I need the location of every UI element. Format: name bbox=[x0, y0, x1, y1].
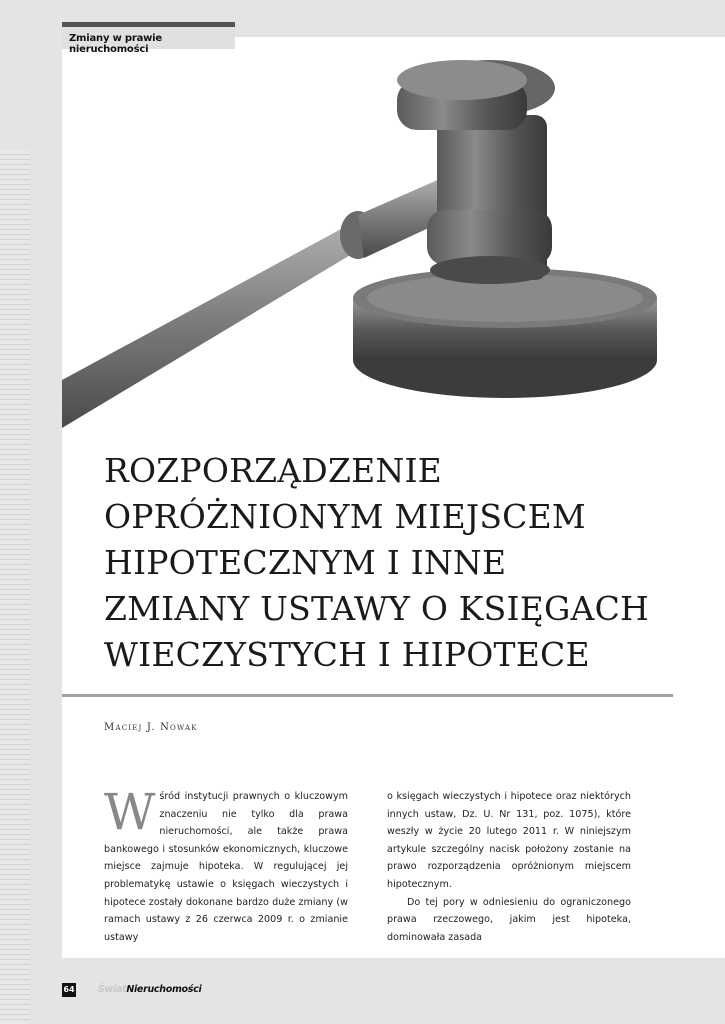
title-divider bbox=[62, 694, 673, 697]
author-byline: Maciej J. Nowak bbox=[104, 722, 198, 733]
title-line: WIECZYSTYCH I HIPOTECE bbox=[104, 635, 590, 674]
title-line: ROZPORZĄDZENIE bbox=[104, 451, 442, 490]
gavel-icon bbox=[62, 50, 672, 435]
column-2-paragraph-1: o księgach wieczystych i hipotece oraz niektórych innych ustaw, Dz. U. Nr 131, poz. 1075), które weszły w życie 20 lutego 2011 r. W niniejszym artykule szczególny nacisk położony zostanie na prawo rozporządzenia opróżnionym miejscem hipotecznym. bbox=[387, 791, 631, 890]
page-number: 64 bbox=[62, 983, 76, 997]
text-column-2 bbox=[387, 788, 631, 946]
article-title bbox=[104, 448, 704, 678]
drop-cap: W bbox=[104, 783, 156, 841]
section-label: Zmiany w prawie nieruchomości bbox=[69, 33, 162, 55]
brand-part-2: Nieruchomości bbox=[126, 984, 202, 995]
brand-part-1: Świat bbox=[98, 984, 127, 995]
text-column-1 bbox=[104, 783, 348, 946]
section-tab bbox=[62, 22, 235, 55]
title-line: OPRÓŻNIONYM MIEJSCEM bbox=[104, 497, 586, 536]
column-1-text: śród instytucji prawnych o kluczowym znaczeniu nie tylko dla prawa nieruchomości, ale także prawa bankowego i stosunków ekonomicznych, kluczowe miejsce zajmuje hipoteka. W regulującej jej problematykę ustawie o księgach wieczystych i hipotece zostały dokonane bardzo duże zmiany (w ramach ustawy z 26 czerwca 2009 r. o zmianie ustawy bbox=[104, 791, 348, 943]
title-line: HIPOTECZNYM I INNE bbox=[104, 543, 507, 582]
magazine-brand bbox=[98, 984, 201, 995]
column-2-paragraph-2: Do tej pory w odniesieniu do ograniczonego prawa rzeczowego, jakim jest hipoteka, dominowała zasada bbox=[387, 896, 631, 943]
margin-stripes bbox=[0, 150, 30, 1024]
title-line: ZMIANY USTAWY O KSIĘGACH bbox=[104, 589, 649, 628]
